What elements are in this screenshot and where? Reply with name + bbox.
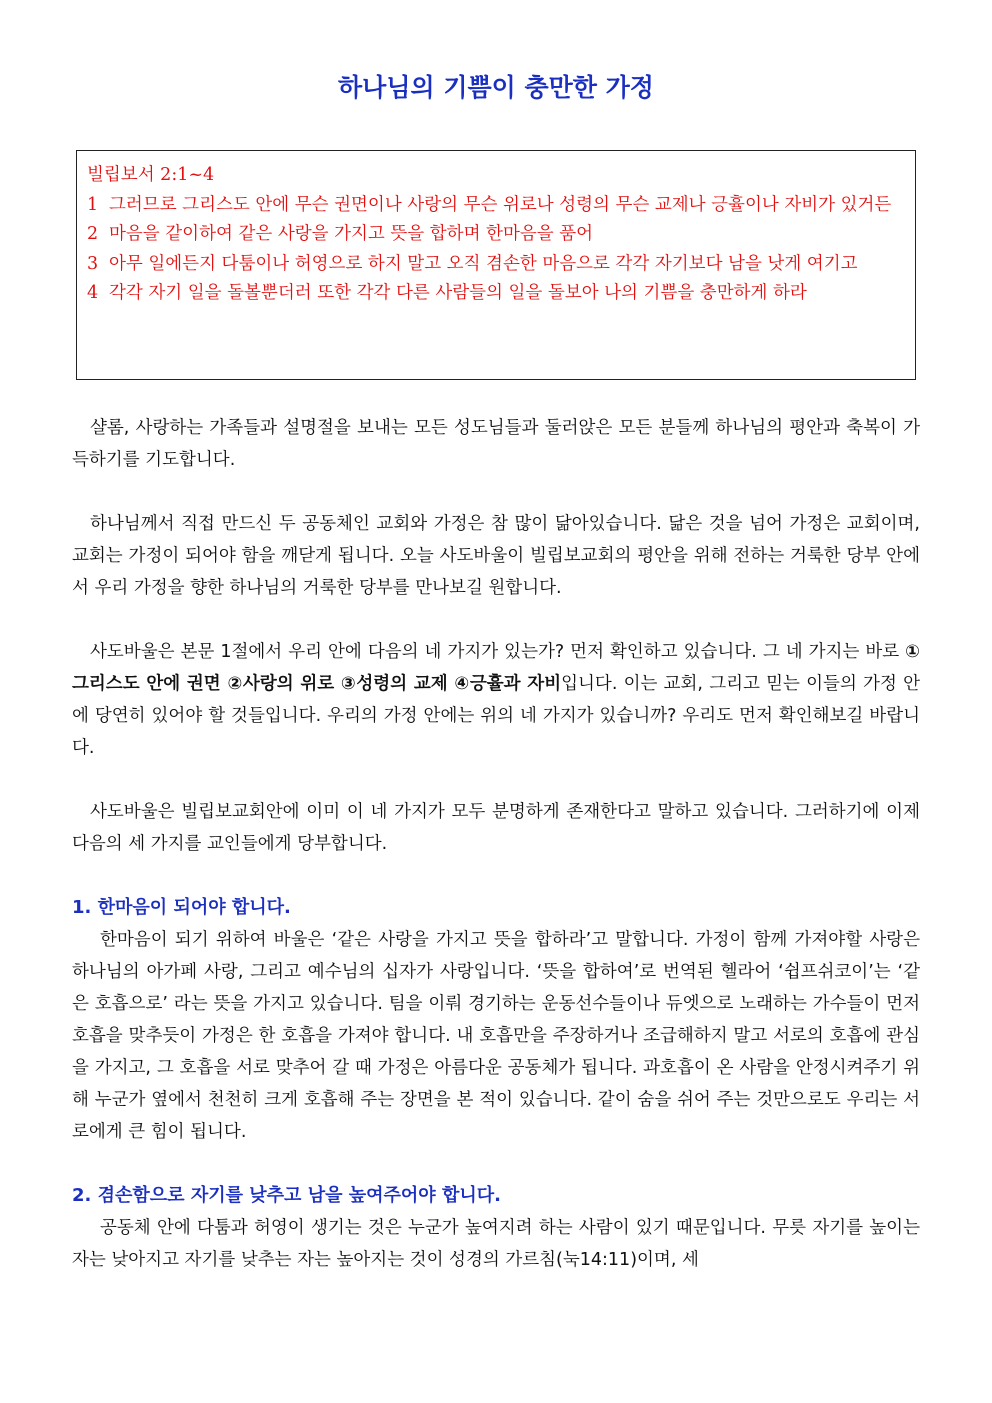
section-text-one-mind: 한마음이 되기 위하여 바울은 ‘같은 사랑을 가지고 뜻을 합하라’고 말합니다. 가정이 함께 가져야할 사랑은 하나님의 아가페 사랑, 그리고 예수님의 십자가 사랑입니다. ‘뜻을 합하여’로 번역된 헬라어 ‘쉽프쉬코이’는 ‘같은 호흡으로’ 라는 뜻을 가지고 있습니다. 팀을 이뤄 경기하는 운동선수들이나 듀엣으로 노래하는 가수들이 먼저 호흡을 맞추듯이 가정은 한 호흡을 가져야 합니다. 내 호흡만을 주장하거나 조급해하지 말고 서로의 호흡에 관심을 가지고, 그 호흡을 서로 맞추어 갈 때 가정은 아름다운 공동체가 됩니다. 과호흡이 온 사람을 안정시켜주기 위해 누군가 옆에서 천천히 크게 호흡해 주는 장면을 본 적이 있습니다. 같이 숨을 쉬어 주는 것만으로도 우리는 서로에게 큰 힘이 됩니다.	[72, 930, 920, 1142]
scripture-verse	[87, 250, 905, 280]
section-heading-humility: 2. 겸손함으로 자기를 낮추고 남을 높여주어야 합니다.	[72, 1185, 501, 1206]
section-text-humility: 공동체 안에 다툼과 허영이 생기는 것은 누군가 높여지려 하는 사람이 있기 때문입니다. 무릇 자기를 높이는 자는 낮아지고 자기를 낮추는 자는 높아지는 것이 성경의 가르침(눅14:11)이며, 세	[72, 1218, 920, 1270]
verse-text: 마음을 같이하여 같은 사랑을 가지고 뜻을 합하며 한마음을 품어	[109, 224, 594, 244]
verse-number: 1	[87, 194, 99, 215]
scripture-reference: 빌립보서 2:1~4	[87, 165, 215, 185]
verse-text: 각각 자기 일을 돌볼뿐더러 또한 각각 다른 사람들의 일을 돌보아 나의 기쁨을 충만하게 하라	[109, 283, 807, 303]
paragraph-church-family: 하나님께서 직접 만드신 두 공동체인 교회와 가정은 참 많이 닮아있습니다. 닮은 것을 넘어 가정은 교회이며, 교회는 가정이 되어야 함을 깨닫게 됩니다. 오늘 사도바울이 빌립보교회의 평안을 위해 전하는 거룩한 당부 안에서 우리 가정을 향한 하나님의 거룩한 당부를 만나보길 원합니다.	[72, 514, 920, 598]
verse-number: 4	[87, 283, 99, 303]
verse-number: 3	[87, 253, 99, 274]
paragraph-four-things	[72, 636, 920, 764]
paragraph-text: 입니다. 이는 교회, 그리고 믿는 이들의 가정 안에 당연히 있어야 할 것들입니다. 우리의 가정 안에는 위의 네 가지가 있습니까? 우리도 먼저 확인해보길 바랍니다.	[72, 674, 920, 758]
page-title: 하나님의 기쁨이 충만한 가정	[338, 73, 654, 102]
scripture-verse	[87, 279, 905, 309]
verse-text: 아무 일에든지 다툼이나 허영으로 하지 말고 오직 겸손한 마음으로 각각 자기보다 남을 낫게 여기고	[109, 253, 858, 274]
scripture-box	[76, 150, 916, 380]
paragraph-text: 사도바울은 본문 1절에서 우리 안에 다음의 네 가지가 있는가? 먼저 확인하고 있습니다. 그 네 가지는 바로	[90, 642, 906, 662]
section-heading-one-mind: 1. 한마음이 되어야 합니다.	[72, 897, 291, 918]
sermon-body	[72, 412, 920, 1308]
verse-text: 그러므로 그리스도 안에 무슨 권면이나 사랑의 무슨 위로나 성령의 무슨 교제나 긍휼이나 자비가 있거든	[109, 194, 892, 215]
paragraph-greeting: 샬롬, 사랑하는 가족들과 설명절을 보내는 모든 성도님들과 둘러앉은 모든 분들께 하나님의 평안과 축복이 가득하기를 기도합니다.	[72, 418, 920, 470]
paragraph-three-requests: 사도바울은 빌립보교회안에 이미 이 네 가지가 모두 분명하게 존재한다고 말하고 있습니다. 그러하기에 이제 다음의 세 가지를 교인들에게 당부합니다.	[72, 802, 920, 854]
scripture-verse	[87, 191, 905, 221]
verse-number: 2	[87, 224, 99, 244]
four-things-emphasis: ①그리스도 안에 권면 ②사랑의 위로 ③성령의 교제 ④긍휼과 자비	[72, 642, 920, 694]
scripture-verse	[87, 220, 905, 250]
